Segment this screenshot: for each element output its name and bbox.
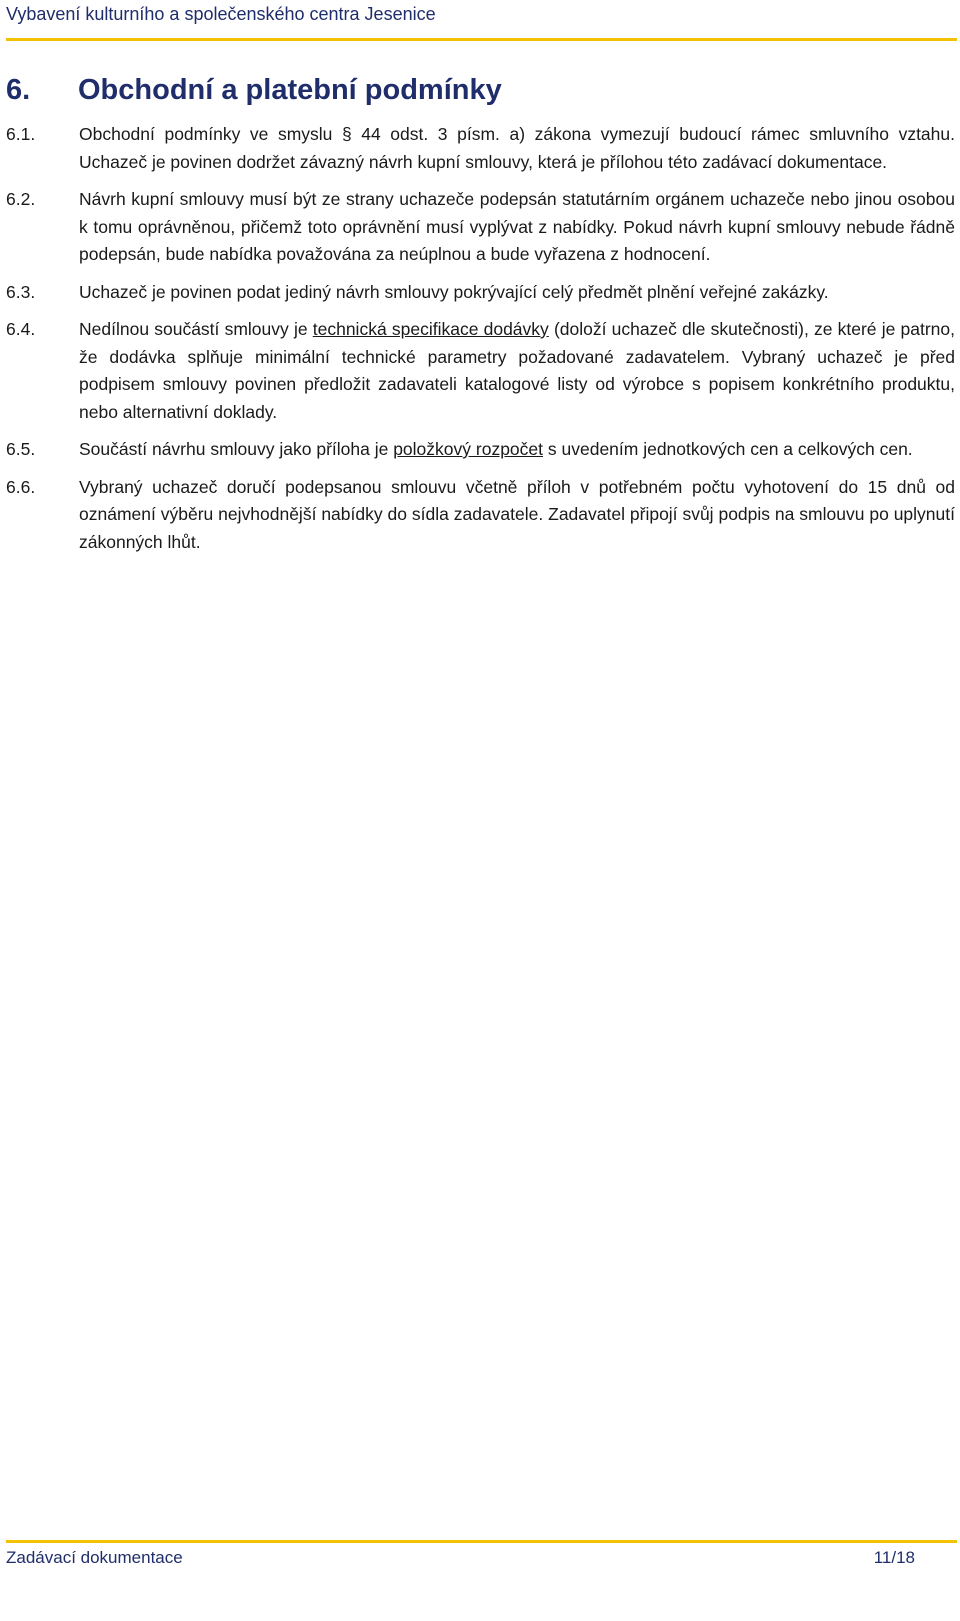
clause-number: 6.1. xyxy=(6,124,36,144)
underlined-term-technical-spec: technická specifikace dodávky xyxy=(312,319,549,339)
chapter-number: 6. xyxy=(6,74,31,106)
clause-number: 6.6. xyxy=(6,476,36,497)
clause-number: 6.3. xyxy=(6,281,36,302)
clause-6-6 xyxy=(6,474,957,557)
page-footer xyxy=(6,1540,957,1600)
clause-number: 6.2. xyxy=(6,189,36,209)
clause-6-4 xyxy=(6,316,957,426)
page-number: 11/18 xyxy=(873,1548,915,1567)
page-header xyxy=(6,0,957,40)
clause-text-end: (doloží uchazeč dle skutečnosti), ze které je patrno, že dodávka splňuje minimální technické parametry požadované zadavatelem. Vybraný uchazeč je před podpisem smlouvy povinen předložit zadavateli katalogové listy od výrobce s popisem konkrétního produktu, nebo alternativní doklady. xyxy=(79,319,956,422)
clause-text xyxy=(79,316,955,426)
chapter-heading xyxy=(6,74,946,107)
clause-text xyxy=(79,436,955,464)
clause-text: Obchodní podmínky ve smyslu § 44 odst. 3 písm. a) zákona vymezují budoucí rámec smluvního vztahu. Uchazeč je povinen dodržet závazný návrh kupní smlouvy, která je přílohou této zadávací dokumentace. xyxy=(79,124,955,172)
header-divider xyxy=(6,38,957,41)
document-title: Vybavení kulturního a společenského centra Jesenice xyxy=(6,4,436,24)
clause-number: 6.5. xyxy=(6,439,36,459)
clause-6-3 xyxy=(6,279,957,307)
clause-6-5 xyxy=(6,436,957,464)
clause-list xyxy=(6,121,957,566)
clause-text-start: Součástí návrhu smlouvy jako příloha je xyxy=(79,439,394,459)
clause-6-2 xyxy=(6,186,957,269)
clause-text-start: Nedílnou součástí smlouvy je xyxy=(79,319,313,339)
footer-divider xyxy=(6,1540,957,1543)
clause-6-1 xyxy=(6,121,957,176)
clause-number: 6.4. xyxy=(6,319,36,339)
underlined-term-itemized-budget: položkový rozpočet xyxy=(393,439,544,459)
clause-text: Vybraný uchazeč doručí podepsanou smlouvu včetně příloh v potřebném počtu vyhotovení do 15 dnů od oznámení výběru nejvhodnější nabídky do sídla zadavatele. Zadavatel připojí svůj podpis na smlouvu po uplynutí zákonných lhůt. xyxy=(79,476,955,552)
footer-document-name: Zadávací dokumentace xyxy=(6,1548,183,1567)
clause-text-end: s uvedením jednotkových cen a celkových cen. xyxy=(543,439,913,459)
clause-text: Návrh kupní smlouvy musí být ze strany uchazeče podepsán statutárním orgánem uchazeče nebo jinou osobou k tomu oprávněnou, přičemž toto oprávnění musí vyplývat z nabídky. Pokud návrh kupní smlouvy nebude řádně podepsán, bude nabídka považována za neúplnou a bude vyřazena z hodnocení. xyxy=(79,189,955,264)
clause-text: Uchazeč je povinen podat jediný návrh smlouvy pokrývající celý předmět plnění veřejné zakázky. xyxy=(79,281,829,302)
chapter-title: Obchodní a platební podmínky xyxy=(78,74,502,106)
